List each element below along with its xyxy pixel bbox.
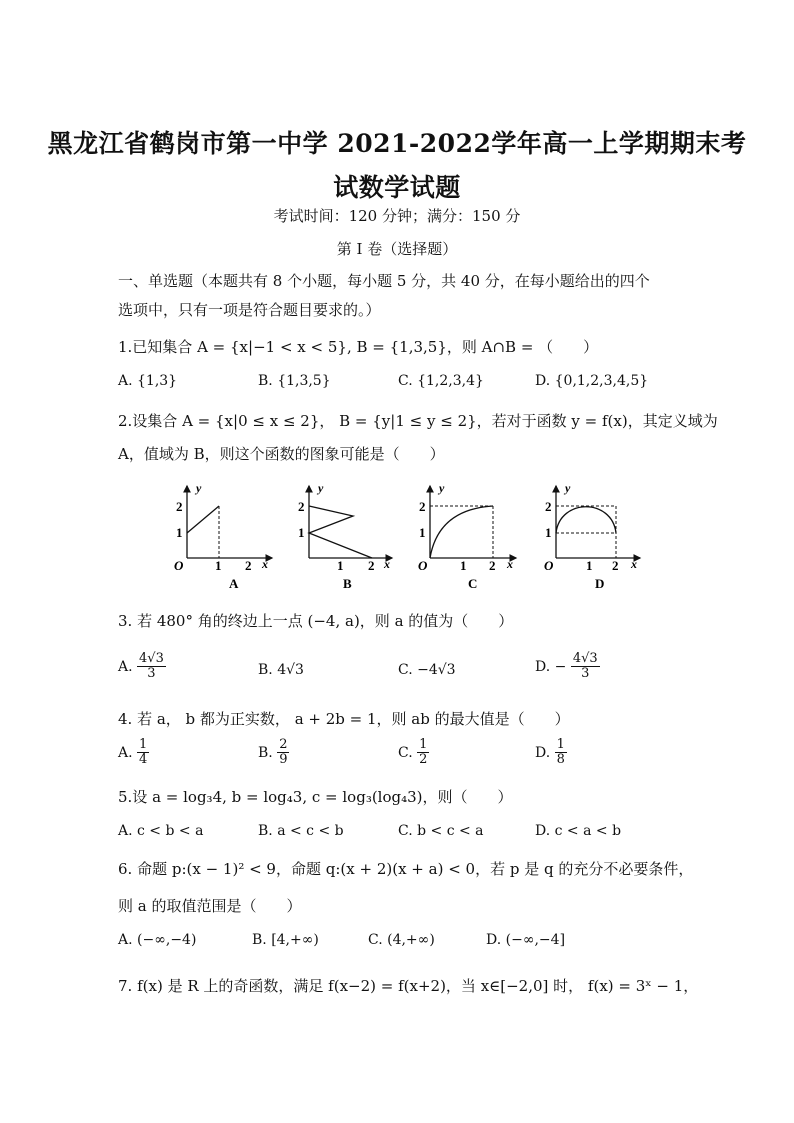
- section-1-heading: 一、单选题（本题共有 8 个小题，每小题 5 分，共 40 分，在每小题给出的四个: [118, 272, 650, 290]
- q3-option-a-prefix: A.: [118, 658, 133, 675]
- graph-b-tick-y1: 1: [298, 525, 305, 540]
- q3-option-a: [118, 652, 166, 682]
- q5-option-b: B. a < c < b: [258, 823, 344, 839]
- q6-option-c: C. (4,+∞): [368, 932, 435, 948]
- q4-option-b-prefix: B.: [258, 744, 273, 761]
- question-4-stem: 4. 若 a， b 都为正实数， a + 2b = 1，则 ab 的最大值是（ ）: [118, 710, 570, 728]
- graph-d-tick-y2: 2: [545, 499, 552, 514]
- page-title: 黑龙江省鹤岗市第一中学 2021-2022学年高一上学期期末考: [47, 129, 747, 158]
- q4-option-d-prefix: D.: [535, 744, 551, 761]
- graph-d-tick-x2: 2: [612, 558, 619, 573]
- q6-option-d: D. (−∞,−4]: [486, 932, 566, 948]
- graph-a-tick-x1: 1: [215, 558, 222, 573]
- graph-c-tick-x1: 1: [460, 558, 467, 573]
- graph-d: [544, 481, 640, 590]
- q3-option-a-num: 4√3: [139, 651, 164, 666]
- q4-option-b-fraction: [277, 738, 289, 768]
- q3-option-c: C. −4√3: [398, 662, 456, 678]
- graph-b-x-label: x: [384, 557, 390, 571]
- section-1-heading-cont: 选项中，只有一项是符合题目要求的。）: [118, 301, 381, 319]
- graph-d-tick-x1: 1: [586, 558, 593, 573]
- graph-b-tick-x1: 1: [337, 558, 344, 573]
- q1-option-b: B. {1,3,5}: [258, 373, 331, 389]
- graph-a-origin: O: [174, 558, 184, 573]
- q6-option-b: B. [4,+∞): [252, 932, 319, 948]
- graph-a-x-label: x: [262, 557, 268, 571]
- q3-option-d-fraction: [571, 652, 600, 682]
- q4-option-b: [258, 738, 289, 768]
- question-1-stem: 1.已知集合 A = {x|−1 < x < 5}, B = {1,3,5}，则 A∩B = （ ）: [118, 338, 599, 356]
- q1-option-d: D. {0,1,2,3,4,5}: [535, 373, 649, 389]
- q3-option-a-den: 3: [147, 666, 156, 682]
- graph-d-x-label: x: [631, 557, 637, 571]
- q3-option-d-prefix: D. −: [535, 658, 567, 675]
- graph-a-tick-y2: 2: [176, 499, 183, 514]
- question-3-stem: 3. 若 480° 角的终边上一点 (−4, a)，则 a 的值为（ ）: [118, 612, 514, 630]
- graph-c-label: C: [468, 576, 478, 590]
- q4-option-b-num: 2: [279, 737, 288, 752]
- exam-info: 考试时间：120 分钟；满分：150 分: [273, 207, 521, 225]
- graph-c-y-label: y: [439, 481, 445, 495]
- graph-a-tick-x2: 2: [245, 558, 252, 573]
- graph-a-label: A: [229, 576, 239, 590]
- graph-d-tick-y1: 1: [545, 525, 552, 540]
- graph-a: [174, 481, 272, 590]
- q4-option-a-den: 4: [139, 752, 148, 768]
- page-title-line2: 试数学试题: [333, 173, 461, 202]
- q4-option-a-prefix: A.: [118, 744, 133, 761]
- graph-b-tick-y2: 2: [298, 499, 305, 514]
- q4-option-c-num: 1: [419, 737, 428, 752]
- question-2-stem-cont: A，值域为 B，则这个函数的图象可能是（ ）: [118, 445, 445, 463]
- graph-b-label: B: [343, 576, 352, 590]
- graph-a-tick-y1: 1: [176, 525, 183, 540]
- q3-option-b: B. 4√3: [258, 662, 304, 678]
- graph-b-tick-x2: 2: [368, 558, 375, 573]
- graph-d-origin: O: [544, 558, 554, 573]
- q4-option-d-den: 8: [556, 752, 565, 768]
- q1-option-c: C. {1,2,3,4}: [398, 373, 484, 389]
- graph-b-y-label: y: [318, 481, 324, 495]
- graph-c: [418, 481, 516, 590]
- q4-option-a-num: 1: [139, 737, 148, 752]
- q3-option-d-num: 4√3: [572, 651, 598, 666]
- q4-option-c-den: 2: [419, 752, 428, 768]
- graph-c-tick-y1: 1: [419, 525, 426, 540]
- q3-option-d-den: 3: [581, 666, 590, 682]
- q4-option-c: [398, 738, 429, 768]
- q1-option-a: A. {1,3}: [118, 373, 178, 389]
- q5-option-d: D. c < a < b: [535, 823, 622, 839]
- question-6-stem-cont: 则 a 的取值范围是（ ）: [118, 897, 302, 915]
- q4-option-d: [535, 738, 567, 768]
- volume-title: 第 I 卷（选择题）: [336, 240, 458, 258]
- graph-c-tick-x2: 2: [489, 558, 496, 573]
- question-7-stem: 7. f(x) 是 R 上的奇函数，满足 f(x−2) = f(x+2)，当 x∈[−2,0] 时， f(x) = 3ˣ − 1，: [118, 977, 699, 995]
- q4-option-a-fraction: [137, 738, 149, 768]
- q4-option-b-den: 9: [279, 752, 288, 768]
- q5-option-c: C. b < c < a: [398, 823, 484, 839]
- graph-b: [298, 481, 392, 590]
- graph-a-y-label: y: [196, 481, 202, 495]
- graph-d-label: D: [595, 576, 605, 590]
- q4-option-a: [118, 738, 149, 768]
- question-2-stem: 2.设集合 A = {x|0 ≤ x ≤ 2}， B = {y|1 ≤ y ≤ 2}，若对于函数 y = f(x)，其定义域为: [118, 412, 718, 430]
- q5-option-a: A. c < b < a: [118, 823, 204, 839]
- graph-c-origin: O: [418, 558, 428, 573]
- q3-option-a-fraction: [137, 652, 166, 682]
- graph-c-tick-y2: 2: [419, 499, 426, 514]
- q6-option-a: A. (−∞,−4): [118, 932, 197, 948]
- question-5-stem: 5.设 a = log₃4, b = log₄3, c = log₃(log₄3)，则（ ）: [118, 788, 513, 806]
- graph-c-x-label: x: [507, 557, 513, 571]
- q4-option-d-fraction: [555, 738, 567, 768]
- question-6-stem: 6. 命题 p:(x − 1)² < 9，命题 q:(x + 2)(x + a) < 0，若 p 是 q 的充分不必要条件，: [118, 860, 694, 878]
- q2-graphs: [160, 478, 650, 590]
- q3-option-d: [535, 652, 600, 682]
- q4-option-c-fraction: [417, 738, 429, 768]
- q4-option-d-num: 1: [556, 737, 565, 752]
- graph-d-y-label: y: [565, 481, 571, 495]
- q4-option-c-prefix: C.: [398, 744, 413, 761]
